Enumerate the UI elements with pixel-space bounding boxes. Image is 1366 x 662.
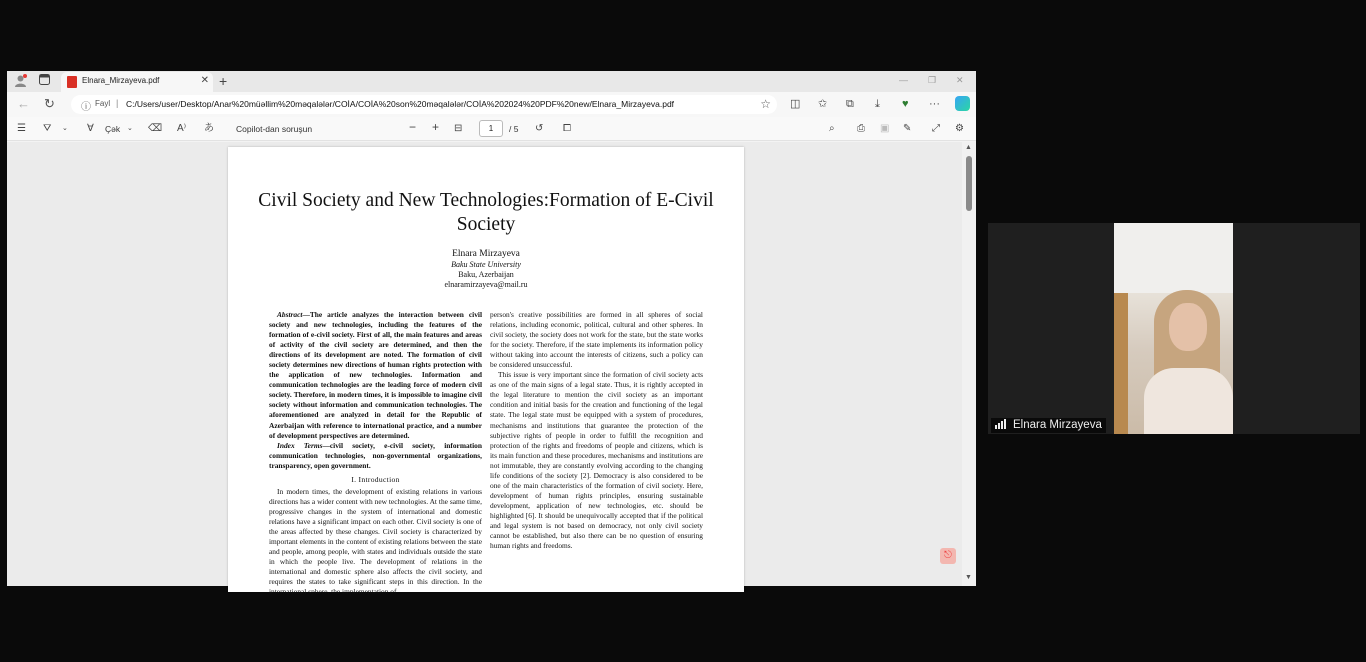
collections-icon[interactable]: ⧉ bbox=[846, 98, 854, 110]
rotate-icon[interactable]: ↺ bbox=[535, 123, 544, 134]
fullscreen-icon[interactable]: ⤢ bbox=[932, 123, 940, 134]
file-scheme-label: Fayl bbox=[95, 99, 111, 108]
browser-essentials-icon[interactable]: ♥ bbox=[902, 98, 909, 110]
introduction-paragraph: In modern times, the development of existing relations in various directions has a wider content with new technologies. At the same time, progressive changes in the system of international and domestic relations have a significant impact on each other. Civil society is one of the areas affected by these changes. Civil society is characterized by important elements in the content of existing relations between the state and people, among people, with states and individuals outside the state in which the people live. The development of relations in the international and domestic sphere also affects the civil society, and requires the states to take significant steps in this direction. In the international sphere, the implementation of bbox=[269, 486, 482, 597]
scroll-down-icon[interactable]: ▼ bbox=[965, 574, 972, 581]
video-background-door bbox=[1114, 293, 1128, 434]
document-university: Baku State University bbox=[451, 260, 521, 269]
save-as-icon[interactable]: ✎ bbox=[903, 123, 912, 134]
back-arrow-icon[interactable]: ← bbox=[17, 96, 30, 111]
table-of-contents-icon[interactable]: ☰ bbox=[17, 123, 26, 134]
search-icon[interactable]: ⌕ bbox=[829, 123, 835, 134]
erase-icon[interactable]: ⌫ bbox=[148, 123, 163, 134]
tab-title: Elnara_Mirzayeva.pdf bbox=[82, 76, 160, 85]
read-aloud-icon[interactable]: A⁾ bbox=[177, 123, 187, 134]
tab-close-button[interactable]: ✕ bbox=[200, 75, 209, 86]
document-left-column bbox=[269, 310, 482, 597]
profile-icon[interactable] bbox=[13, 74, 28, 89]
index-terms-text: —civil society, e-civil society, information communication technologies, non-governmental organizations, transparency, open government. bbox=[269, 440, 482, 470]
address-bar-row bbox=[7, 92, 976, 117]
highlight-icon[interactable]: ⛛ bbox=[43, 123, 52, 134]
right-paragraph-1: person's creative possibilities are formed in all spheres of social relations, including economic, political, cultural and other spheres. In civil society, the society does not work for the state, but the state works for the society. Therefore, if the state implements its information policy without taking into account the interests of citizens, such a policy can be considered unsuccessful. bbox=[490, 310, 703, 370]
favorites-icon[interactable]: ✩ bbox=[818, 98, 828, 110]
document-author: Elnara Mirzayeva bbox=[452, 249, 520, 259]
scroll-up-icon[interactable]: ▲ bbox=[965, 144, 972, 151]
pdf-page bbox=[228, 147, 744, 597]
draw-label[interactable]: Çək bbox=[105, 124, 121, 134]
video-tile bbox=[988, 223, 1360, 434]
draw-icon[interactable]: ∀ bbox=[87, 123, 94, 134]
index-terms-label: Index Terms bbox=[277, 440, 323, 450]
page-view-icon[interactable]: ⧠ bbox=[563, 123, 571, 134]
downloads-icon[interactable]: ⤓ bbox=[875, 98, 880, 110]
abstract-text: —The article analyzes the interaction between civil society and new technologies, including the features of the formation of e-civil society. First of all, the main features and areas of activity of the civil society are determined, and then the directions of its development are noted. The formation of civil society determines new directions of human rights protection with the application of new technologies. Information and communication technologies are the leading force of modern civil society. Therefore, in modern times, it is impossible to imagine civil society without information and communication technologies. The aforementioned are analyzed in detail for the Republic of Azerbaijan with reference to international practice, and a number of development perspectives are determined. bbox=[269, 310, 482, 440]
document-email: elnaramirzayeva@mail.ru bbox=[444, 280, 528, 289]
browser-window bbox=[7, 71, 976, 597]
new-tab-button[interactable]: + bbox=[219, 73, 228, 89]
signal-strength-icon bbox=[995, 419, 1009, 429]
address-url[interactable]: C:/Users/user/Desktop/Anar%20müəllim%20məqalələr/COİA/COİA%20son%20məqalələr/COİA%202024%20PDF%20new/Elnara_Mirzayeva.pdf bbox=[126, 99, 675, 109]
index-terms-paragraph bbox=[269, 441, 482, 471]
save-icon[interactable]: ▣ bbox=[880, 123, 890, 134]
page-number-input[interactable]: 1 bbox=[479, 120, 503, 137]
pdf-file-icon bbox=[67, 76, 77, 88]
settings-gear-icon[interactable]: ⚙ bbox=[955, 123, 964, 134]
participant-name-label bbox=[991, 418, 1106, 433]
pdf-toolbar bbox=[7, 117, 976, 141]
tab-bar bbox=[7, 71, 976, 92]
abstract-paragraph bbox=[269, 310, 482, 441]
document-title: Civil Society and New Technologies:Formation of E-Civil Society bbox=[258, 190, 714, 235]
address-separator: | bbox=[116, 98, 119, 108]
zoom-in-button[interactable]: + bbox=[432, 120, 440, 134]
refresh-icon[interactable]: ↻ bbox=[44, 96, 55, 111]
abstract-label: Abstract bbox=[277, 310, 303, 319]
scroll-thumb[interactable] bbox=[966, 156, 972, 211]
video-person-face bbox=[1169, 303, 1207, 351]
right-paragraph-2: This issue is very important since the formation of civil society acts as one of the main signs of a legal state. Thus, it is rightly accepted in the legal literature to mention the civil society as an important condition and initial basis for the creation and functioning of the legal state. The legal state must be equipped with a system of procedures, mechanisms and institutions that guarantee the protection of the subjective rights of people in order to fulfill the recognition and protection of the rights and freedoms of people and citizens, which is its main function and these procedures, mechanisms and institutions are not immutable, they are constantly evolving according to the changing life conditions of the society [2]. Democracy is also considered to be one of the main characteristics of the formation of civil society. Here, development of human rights principles, ensuring sustainable development, application of new technologies, etc. should be highlighted [6]. It should be unequivocally accepted that if the political and legal system is not based on democracy, not only civil society cannot be established, but also there can be no question of ensuring human rights and freedoms. bbox=[490, 370, 703, 551]
tab-pdf[interactable] bbox=[61, 72, 213, 92]
participant-name: Elnara Mirzayeva bbox=[1013, 419, 1102, 431]
document-city: Baku, Azerbaijan bbox=[458, 270, 514, 279]
translate-icon[interactable]: あ bbox=[204, 123, 214, 134]
info-icon[interactable]: ⓘ bbox=[81, 102, 91, 113]
maximize-icon[interactable]: ❐ bbox=[928, 75, 937, 85]
minimize-icon[interactable]: — bbox=[899, 75, 908, 85]
video-background-wall bbox=[1114, 223, 1233, 293]
copilot-icon[interactable] bbox=[955, 96, 970, 111]
video-person-body bbox=[1144, 368, 1233, 434]
print-icon[interactable]: ⎙ bbox=[857, 123, 865, 134]
split-screen-icon[interactable]: ◫ bbox=[790, 98, 801, 110]
fit-page-icon[interactable]: ⊟ bbox=[454, 123, 463, 134]
tab-actions-icon[interactable] bbox=[37, 74, 52, 89]
address-input[interactable] bbox=[71, 95, 777, 114]
pdf-viewer[interactable] bbox=[7, 142, 976, 597]
highlight-chevron-icon[interactable]: ⌄ bbox=[62, 125, 68, 132]
page-total: / 5 bbox=[509, 124, 519, 134]
vertical-scrollbar[interactable] bbox=[962, 142, 976, 586]
draw-chevron-icon[interactable]: ⌄ bbox=[127, 125, 133, 132]
ask-copilot-button[interactable]: Copilot-dan soruşun bbox=[236, 124, 313, 134]
document-right-column bbox=[490, 310, 703, 551]
introduction-heading: I. Introduction bbox=[351, 474, 400, 484]
more-menu-icon[interactable]: ··· bbox=[929, 98, 940, 110]
acrobat-icon[interactable]: ⎋ bbox=[940, 548, 956, 564]
favorite-star-icon[interactable]: ☆ bbox=[760, 97, 771, 111]
participant-video bbox=[1114, 223, 1233, 434]
close-window-icon[interactable]: ✕ bbox=[956, 75, 964, 85]
zoom-out-button[interactable]: − bbox=[409, 120, 417, 134]
